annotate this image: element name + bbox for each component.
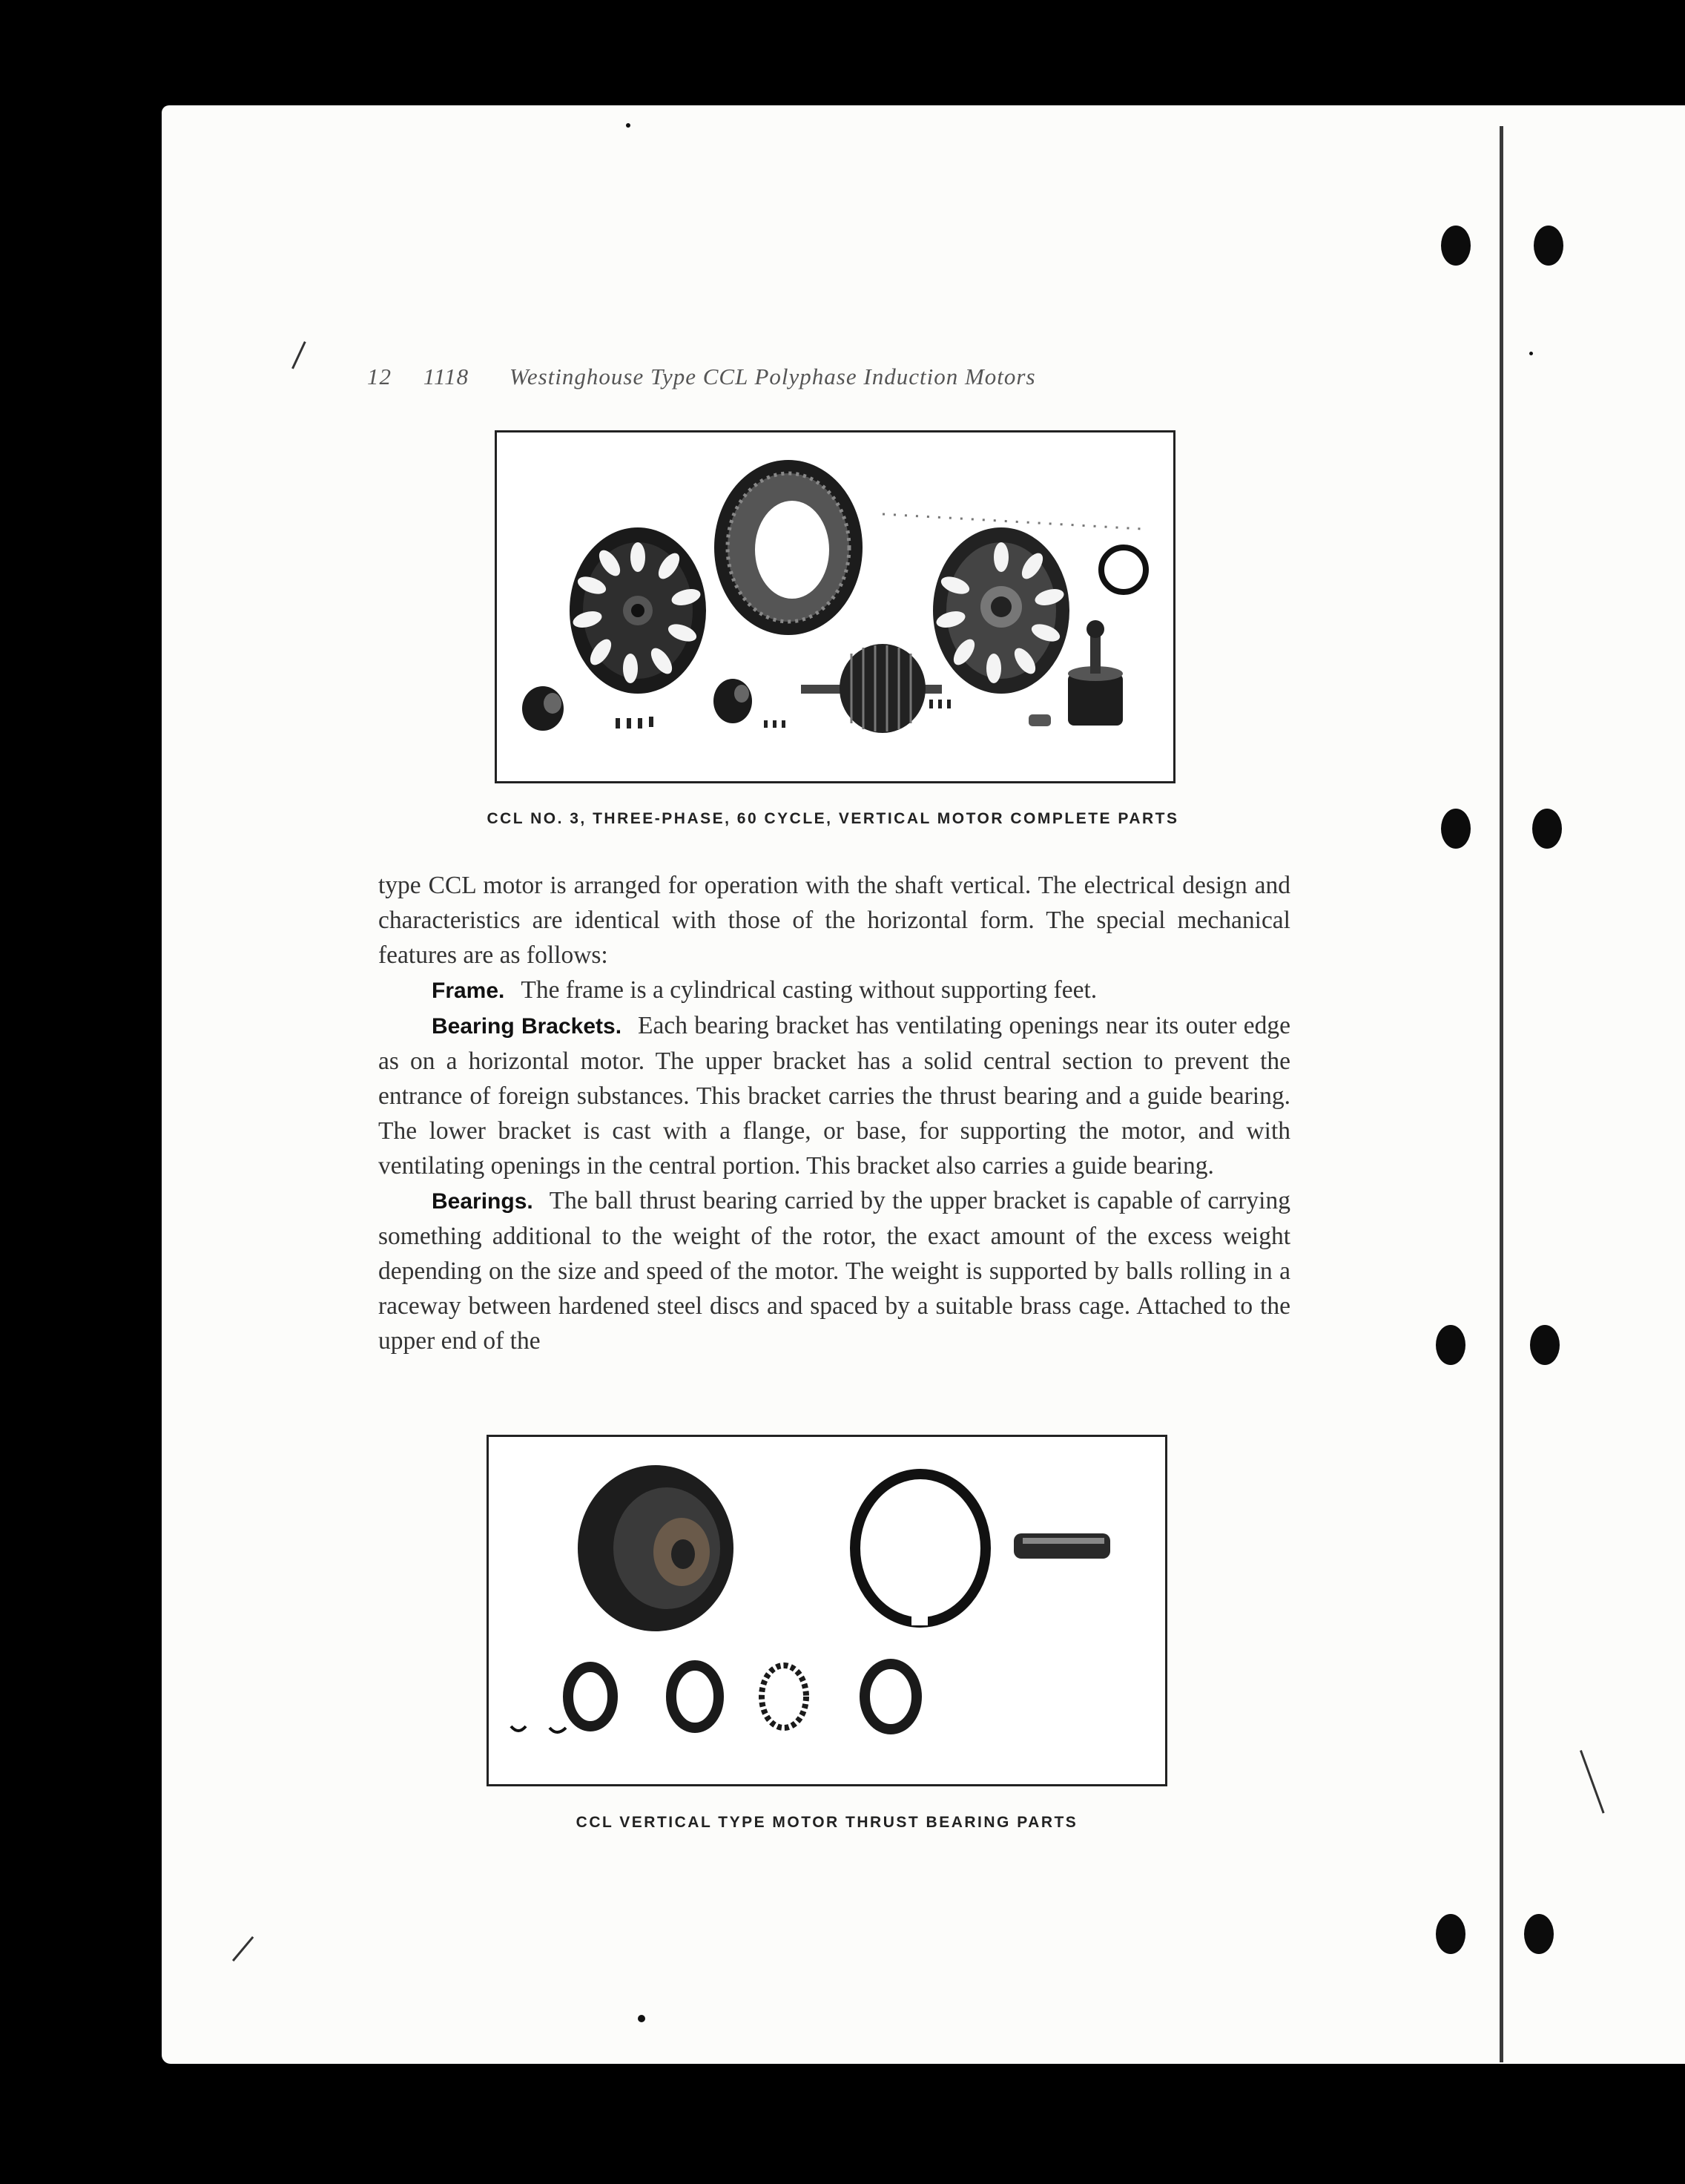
punch-hole	[1441, 809, 1471, 849]
figure-1-caption: CCL NO. 3, THREE-PHASE, 60 CYCLE, VERTICAL MOTOR COMPLETE PARTS	[487, 810, 1179, 827]
brackets-paragraph	[378, 1008, 1290, 1183]
frame-heading: Frame.	[432, 978, 505, 1003]
figure-2-caption: CCL VERTICAL TYPE MOTOR THRUST BEARING PARTS	[576, 1814, 1078, 1831]
punch-hole	[1534, 226, 1563, 266]
scan-speck	[1529, 352, 1533, 355]
punch-hole	[1532, 809, 1562, 849]
bearings-paragraph	[378, 1183, 1290, 1358]
bearings-text: The ball thrust bearing carried by the upper bracket is capable of carrying something additional to the weight of the rotor, the exact amount of the excess weight depending on the size and speed of the motor. The weight is supported by balls rolling in a raceway between hardened steel discs and spaced by a suitable brass cage. Attached to the upper end of the	[378, 1187, 1290, 1355]
publication-number: 1118	[423, 364, 469, 389]
brackets-text: Each bearing bracket has ventilating openings near its outer edge as on a horizontal motor. The upper bracket has a solid central section to prevent the entrance of foreign substances. This bracket carries the thrust bearing and a guide bearing. The lower bracket is cast with a flange, or base, for supporting the motor, and with ventilating openings in the central portion. This bracket also carries a guide bearing.	[378, 1012, 1290, 1180]
thrust-bearing-illustration	[489, 1437, 1165, 1784]
running-title: Westinghouse Type CCL Polyphase Induction Motors	[509, 364, 1036, 389]
motor-parts-illustration	[497, 432, 1173, 781]
thrust-bearing-parts-photo	[487, 1435, 1167, 1786]
bearings-heading: Bearings.	[432, 1189, 533, 1214]
motor-parts-photo	[495, 430, 1175, 783]
running-head	[367, 364, 1153, 390]
frame-paragraph	[378, 973, 1290, 1008]
page-binding-edge	[1500, 126, 1503, 2062]
scan-speck	[626, 123, 630, 128]
frame-text: The frame is a cylindrical casting without supporting feet.	[521, 976, 1098, 1004]
punch-hole	[1436, 1914, 1465, 1954]
punch-hole	[1530, 1325, 1560, 1365]
brackets-heading: Bearing Brackets.	[432, 1014, 622, 1039]
scan-speck	[638, 2015, 645, 2022]
punch-hole	[1441, 226, 1471, 266]
body-text	[378, 868, 1290, 1358]
punch-hole	[1524, 1914, 1554, 1954]
page-number: 12	[367, 364, 392, 389]
intro-paragraph: type CCL motor is arranged for operation with the shaft vertical. The electrical design and characteristics are identical with those of the horizontal form. The special mechanical features are as follows:	[378, 872, 1290, 969]
punch-hole	[1436, 1325, 1465, 1365]
